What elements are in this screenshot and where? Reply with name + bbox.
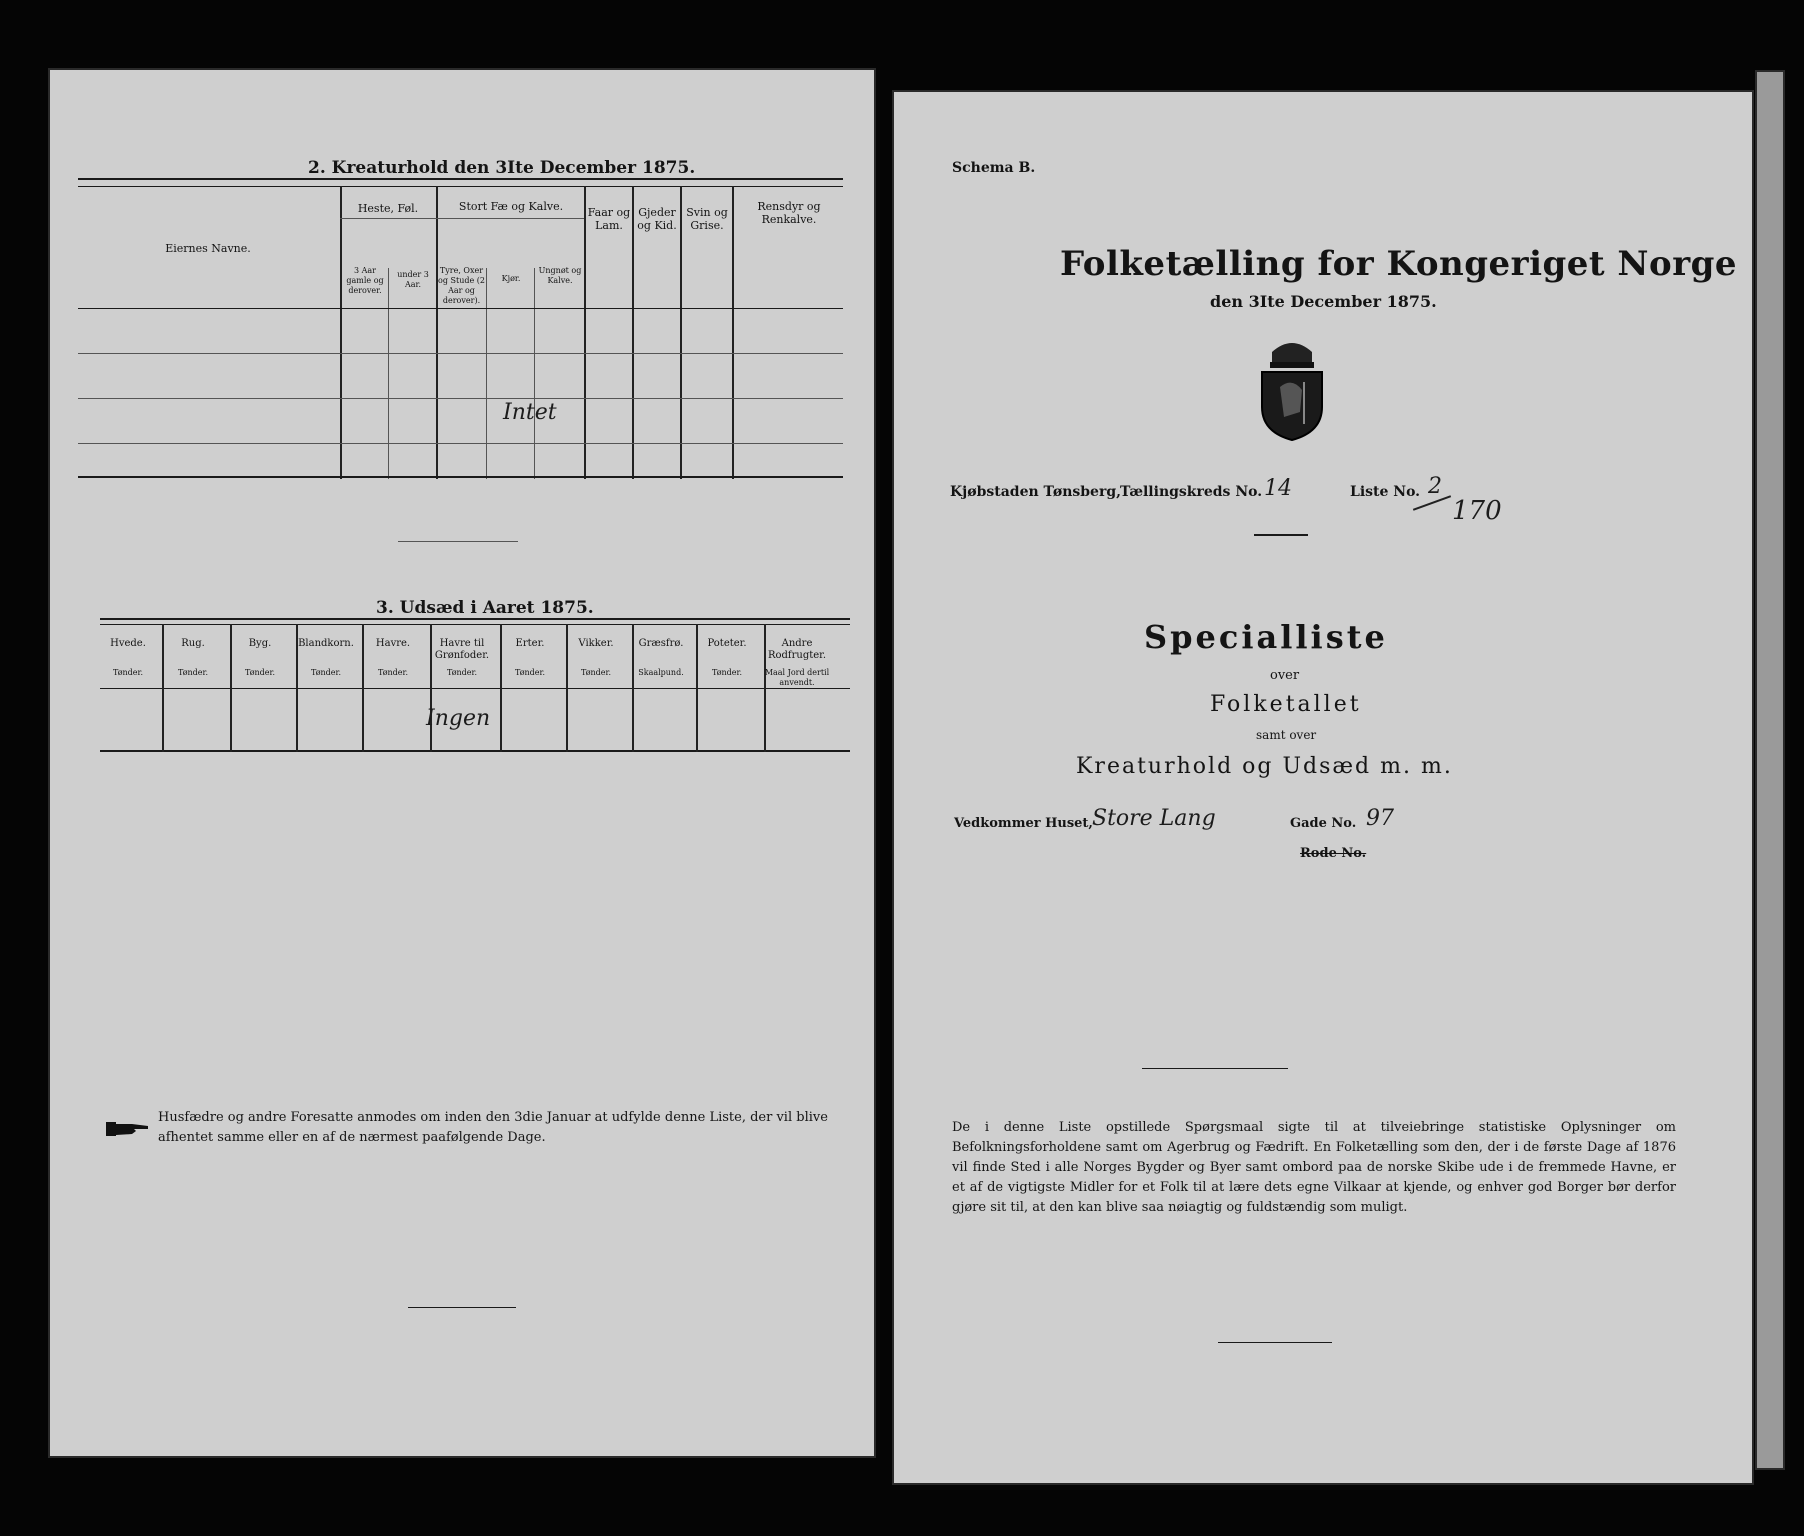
udsaed-unit: Tønder.: [514, 668, 546, 677]
main-title: Folketælling for Kongeriget Norge: [1060, 244, 1738, 284]
udsaed-entry: Ingen: [426, 706, 491, 731]
rode-label: Rode No.: [1300, 846, 1367, 861]
udsaed-unit: Tønder.: [446, 668, 478, 677]
header-tyre-oxer: Tyre, Oxer og Stude (2 Aar og derover).: [438, 266, 485, 305]
header-kjor: Kjør.: [501, 274, 521, 283]
udsaed-unit: Tønder.: [310, 668, 342, 677]
vedkommer-value: Store Lang: [1092, 806, 1216, 831]
divider-3: [1218, 1342, 1332, 1343]
divider-2: [1142, 1068, 1288, 1069]
specialliste-title: Specialliste: [1144, 618, 1388, 656]
page-edge: [1755, 70, 1785, 1470]
header-svin: Svin og Grise.: [686, 206, 728, 232]
udsaed-unit: Maal Jord dertil anvendt.: [764, 668, 830, 687]
udsaed-header: Andre Rodfrugter.: [767, 638, 827, 661]
right-page: [892, 90, 1754, 1485]
left-page: [48, 68, 876, 1458]
kreaturhold-title: Kreaturhold og Udsæd m. m.: [1076, 754, 1453, 779]
udsaed-header: Vikker.: [578, 638, 614, 649]
header-stort-fae: Stort Fæ og Kalve.: [458, 200, 564, 213]
header-heste-under3: under 3 Aar.: [397, 270, 429, 289]
divider-short: [398, 541, 518, 542]
kjobstaden-label: Kjøbstaden Tønsberg,: [950, 484, 1121, 500]
liste-label: Liste No.: [1350, 484, 1421, 500]
udsaed-unit: Tønder.: [711, 668, 743, 677]
kreaturhold-table: [78, 178, 848, 478]
udsaed-unit: Tønder.: [377, 668, 409, 677]
udsaed-header: Blandkorn.: [298, 638, 354, 649]
udsaed-header: Græsfrø.: [638, 638, 684, 649]
liste-fraction: 170: [1452, 496, 1502, 526]
header-ungnot: Ungnøt og Kalve.: [538, 266, 582, 285]
section2-title: 2. Kreaturhold den 3Ite December 1875.: [308, 158, 696, 178]
coat-of-arms-icon: [1252, 332, 1332, 442]
udsaed-header: Poteter.: [707, 638, 747, 649]
udsaed-table: [100, 618, 860, 758]
udsaed-unit: Tønder.: [580, 668, 612, 677]
folketallet-title: Folketallet: [1210, 692, 1362, 717]
census-date: den 3Ite December 1875.: [1210, 292, 1437, 311]
gade-label: Gade No.: [1290, 816, 1357, 831]
liste-value: 2: [1428, 474, 1442, 499]
udsaed-header: Hvede.: [110, 638, 146, 649]
vedkommer-label: Vedkommer Huset,: [954, 816, 1093, 831]
gade-value: 97: [1366, 806, 1394, 831]
udsaed-unit: Tønder.: [244, 668, 276, 677]
info-paragraph: De i denne Liste opstillede Spørgsmaal sigte til at tilveiebringe statistiske Oplysninger om Befolkningsforholdene samt om Agerbrug og Fædrift. En Folketælling som den, der i de første Dage af 1876 vil finde Sted i alle Norges Bygder og Byer samt ombord paa de norske Skibe ude i de fremmede Havne, er et af de vigtigste Midler for et Folk til at lære dets egne Vilkaar at kjende, og enhver god Borger bør derfor gjøre sit til, at den kan blive saa nøiagtig og fuldstændig som muligt.: [952, 1120, 1676, 1215]
kreatur-entry: Intet: [503, 400, 557, 425]
taellingskreds-value: 14: [1264, 476, 1292, 501]
udsaed-header: Rug.: [181, 638, 205, 649]
notice-text: Husfædre og andre Foresatte anmodes om inden den 3die Januar at udfylde denne Liste, der vil blive afhentet samme eller en af de nærmest paafølgende Dage.: [158, 1110, 828, 1145]
over-text-1: over: [1270, 668, 1300, 683]
taellingskreds-label: Tællingskreds No.: [1120, 484, 1263, 500]
header-eiernes-navne: Eiernes Navne.: [165, 242, 251, 255]
samt-over-text: samt over: [1256, 728, 1317, 742]
udsaed-unit: Tønder.: [112, 668, 144, 677]
header-heste-fol: Heste, Føl.: [357, 202, 419, 215]
schema-label: Schema B.: [952, 160, 1036, 176]
pointing-hand-icon: [106, 1118, 150, 1138]
header-rensdyr: Rensdyr og Renkalve.: [757, 200, 821, 226]
udsaed-unit: Skaalpund.: [638, 668, 684, 677]
section3-title: 3. Udsæd i Aaret 1875.: [376, 598, 594, 618]
divider-1: [1254, 534, 1308, 536]
udsaed-header: Havre til Grønfoder.: [434, 638, 490, 661]
header-faar: Faar og Lam.: [587, 206, 631, 232]
udsaed-header: Byg.: [248, 638, 272, 649]
header-heste-3aar: 3 Aar gamle og derover.: [346, 266, 384, 295]
bottom-divider: [408, 1307, 516, 1308]
udsaed-header: Erter.: [515, 638, 545, 649]
udsaed-header: Havre.: [375, 638, 411, 649]
udsaed-unit: Tønder.: [177, 668, 209, 677]
header-gjeder: Gjeder og Kid.: [637, 206, 677, 232]
